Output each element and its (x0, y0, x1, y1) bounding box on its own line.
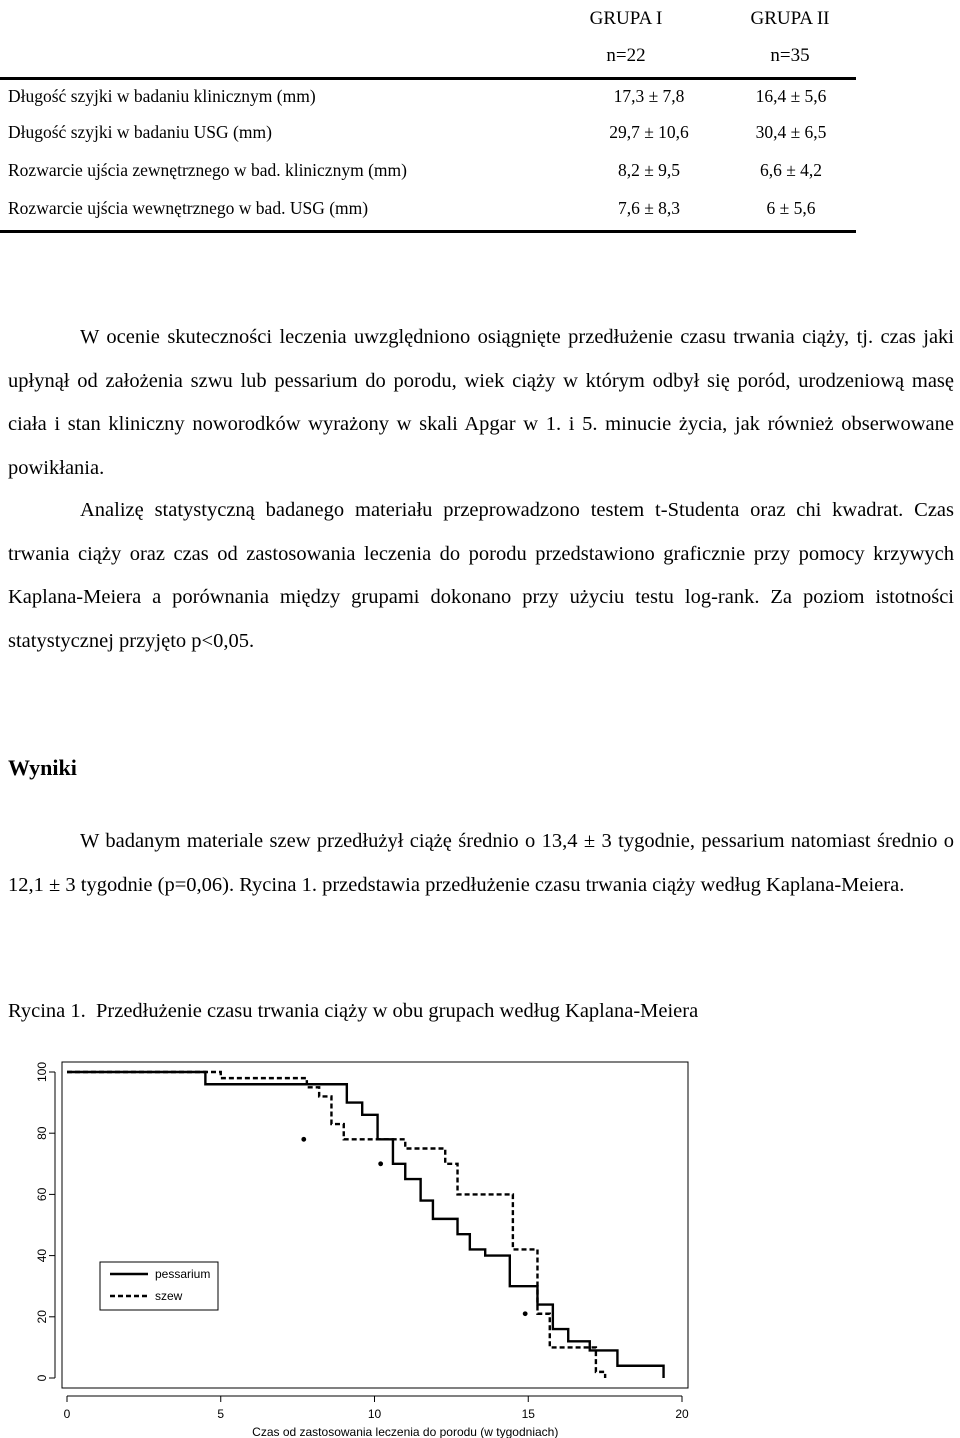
y-tick-label: 60 (35, 1187, 49, 1202)
table-bottom-rule (0, 230, 856, 233)
y-tick-label: 20 (35, 1310, 49, 1324)
methods-text-1: W ocenie skuteczności leczenia uwzględniono osiągnięte przedłużenie czasu trwania ciąży, tj. czas jaki upłynął od założenia szwu lub pessarium do porodu, wiek ciąży w którym odbył się poród, urodzeniową masę ciała i stan kliniczny noworodków wyrażony w skali Apgar w 1. i 5. minucie życia, jak również obserwowane powikłania. (8, 326, 954, 479)
group1-value: 17,3 ± 7,8 (613, 86, 685, 106)
table-row (8, 114, 854, 150)
table-row (8, 78, 854, 114)
results-paragraph (8, 820, 954, 907)
x-tick-label: 15 (521, 1407, 535, 1421)
group2-value: 30,4 ± 6,5 (755, 122, 827, 142)
x-tick-label: 0 (63, 1407, 71, 1421)
section-heading: Wyniki (8, 755, 77, 780)
methods-paragraph-1 (8, 316, 954, 490)
y-tick-label: 0 (35, 1374, 49, 1382)
legend-label-pessarium: pessarium (155, 1267, 211, 1281)
series-line-pessarium (67, 1072, 664, 1378)
group1-value: 8,2 ± 9,5 (617, 160, 681, 180)
censor-mark (523, 1311, 528, 1316)
methods-text-2: Analizę statystyczną badanego materiału przeprowadzono testem t-Studenta oraz chi kwadrat. Czas trwania ciąży oraz czas od zastosowania leczenia do porodu przedstawiono graficznie przy pomocy krzywych Kaplana-Meiera a porównania między grupami dokonano przy użyciu testu log-rank. Za poziom istotności statystycznej przyjęto p<0,05. (8, 499, 954, 652)
x-tick-label: 20 (675, 1407, 689, 1421)
methods-paragraph-2 (8, 489, 954, 663)
row-label: Rozwarcie ujścia wewnętrznego w bad. USG (mm) (8, 198, 369, 218)
group1-value: 7,6 ± 8,3 (617, 198, 681, 218)
row-label: Rozwarcie ujścia zewnętrznego w bad. klinicznym (mm) (8, 160, 407, 180)
kaplan-meier-chart (0, 1050, 960, 1438)
results-text: W badanym materiale szew przedłużył ciążę średnio o 13,4 ± 3 tygodnie, pessarium natomiast średnio o 12,1 ± 3 tygodnie (p=0,06). Rycina 1. przedstawia przedłużenie czasu trwania ciąży według Kaplana-Meiera. (8, 830, 954, 896)
x-axis-label: Czas od zastosowania leczenia do porodu (w tygodniach) (252, 1425, 559, 1438)
group2-value: 16,4 ± 5,6 (755, 86, 827, 106)
group1-header: GRUPA I (589, 8, 663, 29)
chart-series (67, 1072, 664, 1378)
row-label: Długość szyjki w badaniu USG (mm) (8, 122, 272, 142)
group2-value: 6,6 ± 4,2 (759, 160, 823, 180)
group2-header: GRUPA II (750, 8, 830, 29)
group1-value: 29,7 ± 10,6 (609, 122, 689, 142)
legend-label-szew: szew (155, 1289, 183, 1303)
series-line-szew (67, 1072, 605, 1378)
chart-legend (100, 1262, 218, 1310)
chart-axes (35, 1062, 689, 1438)
group2-value: 6 ± 5,6 (766, 198, 816, 218)
table-row (8, 152, 854, 188)
plot-frame (62, 1062, 688, 1388)
x-tick-label: 10 (367, 1407, 382, 1421)
censor-mark (378, 1161, 383, 1166)
y-tick-label: 100 (35, 1061, 49, 1083)
y-tick-label: 40 (35, 1248, 49, 1263)
censor-mark (301, 1137, 306, 1142)
table-row (8, 190, 854, 226)
y-tick-label: 80 (35, 1126, 49, 1140)
group1-count: n=22 (606, 45, 646, 66)
row-label: Długość szyjki w badaniu klinicznym (mm) (8, 86, 316, 106)
figure-caption: Rycina 1. Przedłużenie czasu trwania ciąży w obu grupach według Kaplana-Meiera (8, 1000, 699, 1022)
x-tick-label: 5 (217, 1407, 225, 1421)
group2-count: n=35 (770, 45, 810, 66)
